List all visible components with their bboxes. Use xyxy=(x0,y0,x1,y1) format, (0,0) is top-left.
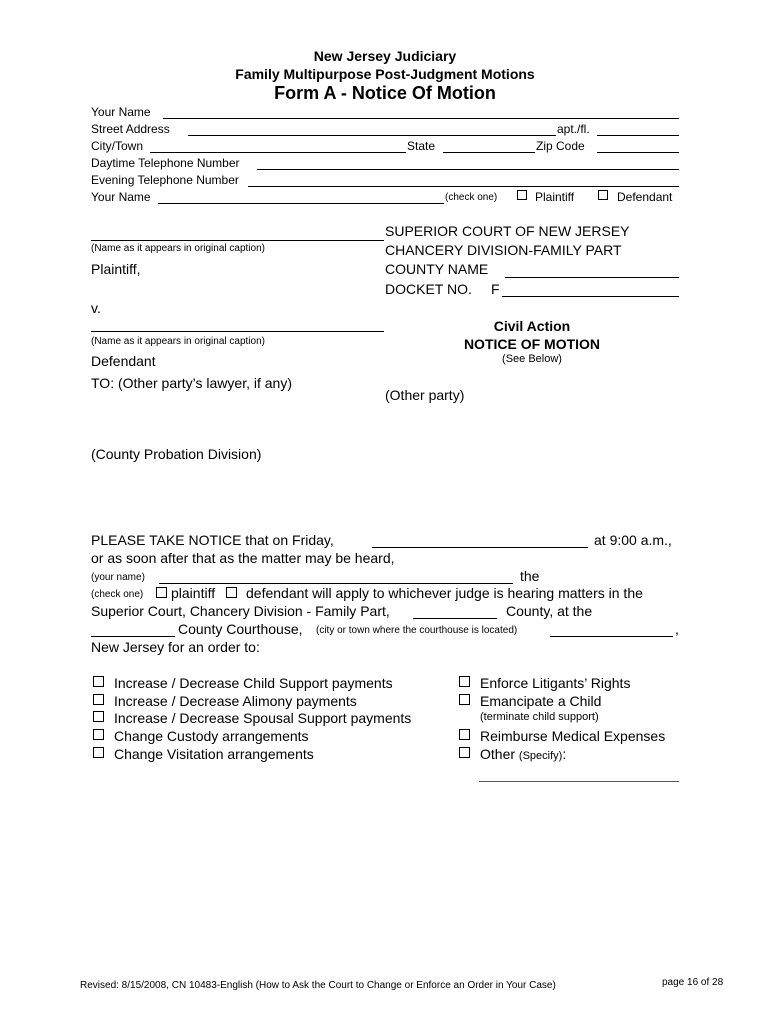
hearing-date-field[interactable] xyxy=(372,547,588,548)
notice-time: at 9:00 a.m., xyxy=(594,532,672,548)
footer-revised: Revised: 8/15/2008, CN 10483-English (How to Ask the Court to Change or Enforce an Order in Your Case) xyxy=(80,980,556,991)
other-party-label: (Other party) xyxy=(385,387,465,403)
defendant-label: Defendant xyxy=(617,190,673,204)
option-other-label: Other xyxy=(480,746,516,762)
your-name-2-label: Your Name xyxy=(91,190,151,204)
option-reimburse-checkbox[interactable] xyxy=(459,729,470,740)
court-name-2: CHANCERY DIVISION-FAMILY PART xyxy=(385,242,622,258)
county-probation-label: (County Probation Division) xyxy=(91,446,262,462)
state-label: State xyxy=(407,139,436,153)
name-caption-note-1: (Name as it appears in original caption) xyxy=(91,243,265,254)
notice-line-2: or as soon after that as the matter may be heard, xyxy=(91,550,395,566)
terminate-support-note: (terminate child support) xyxy=(480,711,599,723)
option-other-checkbox[interactable] xyxy=(459,747,470,758)
county-courthouse-label: County Courthouse, xyxy=(178,621,303,637)
page-title: Form A - Notice Of Motion xyxy=(274,83,496,103)
footer-page-number: page 16 of 28 xyxy=(662,977,724,988)
zip-field[interactable] xyxy=(597,152,679,153)
option-reimburse: Reimburse Medical Expenses xyxy=(480,728,666,744)
option-emancipate: Emancipate a Child xyxy=(480,693,602,709)
state-field[interactable] xyxy=(443,152,535,153)
street-address-label: Street Address xyxy=(91,122,170,136)
defendant-checkbox[interactable] xyxy=(598,190,608,200)
option-child-support: Increase / Decrease Child Support payments xyxy=(114,675,393,691)
notice-defendant-text: defendant will apply to whichever judge is hearing matters in the xyxy=(246,585,643,601)
option-child-support-checkbox[interactable] xyxy=(93,676,104,687)
your-name-label: Your Name xyxy=(91,105,151,119)
option-visitation: Change Visitation arrangements xyxy=(114,746,314,762)
evening-phone-field[interactable] xyxy=(248,186,679,187)
caption-defendant: Defendant xyxy=(91,353,156,369)
your-name-2-field[interactable] xyxy=(158,203,444,204)
plaintiff-caption-field[interactable] xyxy=(91,240,384,241)
check-one-label: (check one) xyxy=(445,192,498,203)
header-line-1: New Jersey Judiciary xyxy=(313,48,457,64)
apt-label: apt./fl. xyxy=(557,122,590,136)
notice-your-name-field[interactable] xyxy=(159,583,513,584)
option-alimony: Increase / Decrease Alimony payments xyxy=(114,693,357,709)
court-name-1: SUPERIOR COURT OF NEW JERSEY xyxy=(385,223,630,239)
notice-line-1: PLEASE TAKE NOTICE that on Friday, xyxy=(91,532,334,548)
notice-defendant-checkbox[interactable] xyxy=(226,587,237,598)
zip-label: Zip Code xyxy=(536,139,585,153)
daytime-phone-field[interactable] xyxy=(257,169,679,170)
notice-of-motion-title: NOTICE OF MOTION xyxy=(463,336,601,352)
notice-plaintiff-label: plaintiff xyxy=(171,585,216,601)
plaintiff-label: Plaintiff xyxy=(535,190,575,204)
option-custody-checkbox[interactable] xyxy=(93,729,104,740)
city-field[interactable] xyxy=(150,152,406,153)
header-line-2: Family Multipurpose Post-Judgment Motions xyxy=(235,66,535,82)
option-visitation-checkbox[interactable] xyxy=(93,747,104,758)
option-spousal-support-checkbox[interactable] xyxy=(93,711,104,722)
option-other xyxy=(480,746,566,762)
notice-line-5: Superior Court, Chancery Division - Family Part, xyxy=(91,603,390,619)
notice-plaintiff-checkbox[interactable] xyxy=(156,587,167,598)
your-name-note: (your name) xyxy=(91,572,145,583)
city-town-note: (city or town where the courthouse is located) xyxy=(316,625,518,636)
docket-no-label: DOCKET NO. xyxy=(385,281,472,297)
docket-no-field[interactable] xyxy=(502,296,679,297)
notice-comma: , xyxy=(675,621,679,637)
option-custody: Change Custody arrangements xyxy=(114,728,309,744)
name-caption-note-2: (Name as it appears in original caption) xyxy=(91,336,265,347)
city-label: City/Town xyxy=(91,139,144,153)
street-address-field[interactable] xyxy=(188,135,556,136)
option-enforce: Enforce Litigants’ Rights xyxy=(480,675,631,691)
notice-the: the xyxy=(520,568,540,584)
option-specify-note: (Specify) xyxy=(518,750,563,762)
plaintiff-checkbox[interactable] xyxy=(517,190,527,200)
option-emancipate-checkbox[interactable] xyxy=(459,694,470,705)
county-name-field[interactable] xyxy=(505,277,679,278)
defendant-caption-field[interactable] xyxy=(91,331,384,332)
courthouse-county-field[interactable] xyxy=(91,636,175,637)
daytime-phone-label: Daytime Telephone Number xyxy=(91,156,240,170)
courthouse-city-field[interactable] xyxy=(550,636,673,637)
your-name-field[interactable] xyxy=(163,118,679,119)
notice-check-one: (check one) xyxy=(91,589,144,600)
see-below-note: (See Below) xyxy=(502,353,562,365)
county-name-label: COUNTY NAME xyxy=(385,261,489,277)
notice-line-7: New Jersey for an order to: xyxy=(91,639,260,655)
notice-county-at: County, at the xyxy=(506,603,593,619)
option-alimony-checkbox[interactable] xyxy=(93,694,104,705)
apt-field[interactable] xyxy=(597,135,679,136)
option-enforce-checkbox[interactable] xyxy=(459,676,470,687)
docket-prefix: F xyxy=(491,281,500,297)
other-specify-field[interactable] xyxy=(479,781,679,782)
caption-plaintiff: Plaintiff, xyxy=(91,261,141,277)
to-other-party-lawyer: TO: (Other party’s lawyer, if any) xyxy=(91,375,292,391)
caption-v: v. xyxy=(91,300,101,316)
option-other-colon: : xyxy=(562,746,567,762)
option-spousal-support: Increase / Decrease Spousal Support payments xyxy=(114,710,412,726)
civil-action: Civil Action xyxy=(493,318,571,334)
evening-phone-label: Evening Telephone Number xyxy=(91,173,239,187)
county-field[interactable] xyxy=(413,618,497,619)
